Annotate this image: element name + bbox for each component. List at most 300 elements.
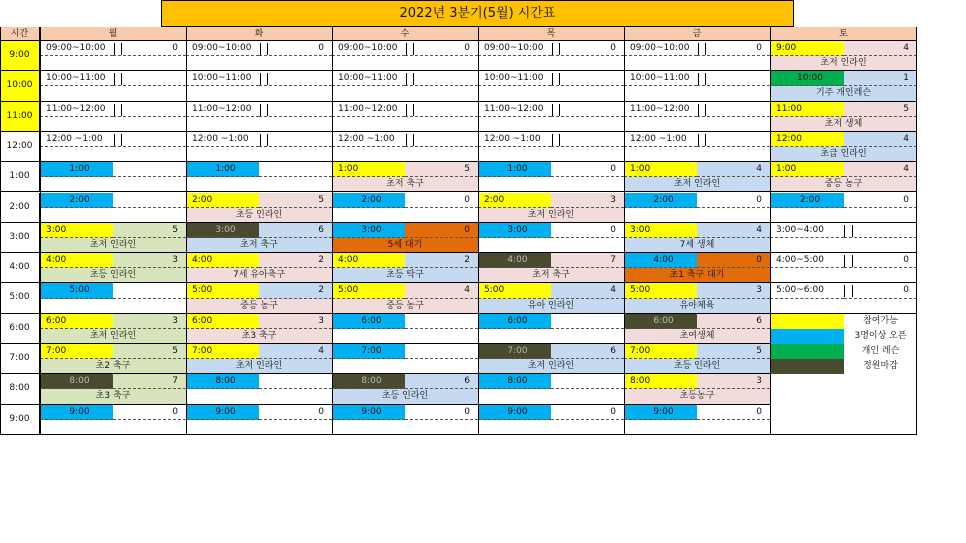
enrollment-count: 0 — [113, 405, 186, 420]
enrollment-count: 4 — [844, 41, 917, 56]
enrollment-count: 6 — [405, 374, 478, 389]
time-label: 8:00 — [0, 374, 40, 404]
time-slot-cell[interactable]: 11:00~12:00 — [40, 102, 113, 117]
class-name: 초3 축구 — [186, 329, 332, 344]
time-label: 4:00 — [0, 253, 40, 283]
cell-notch — [559, 43, 560, 55]
class-name: 7세 유아축구 — [186, 268, 332, 283]
enrollment-count: 6 — [551, 344, 624, 359]
enrollment-count — [113, 193, 186, 208]
time-slot-cell[interactable]: 2:00 — [478, 193, 551, 208]
time-slot-cell[interactable]: 2:00 — [624, 193, 697, 208]
enrollment-count: 0 — [697, 405, 770, 420]
time-slot-cell[interactable]: 12:00 ~1:00 — [332, 132, 405, 147]
enrollment-count: 0 — [697, 41, 770, 56]
time-slot-cell[interactable]: 12:00 ~1:00 — [186, 132, 259, 147]
enrollment-count: 2 — [405, 253, 478, 268]
time-slot-cell[interactable]: 5:00 — [332, 283, 405, 298]
class-name: 초저 인라인 — [770, 56, 917, 71]
time-label: 9:00 — [0, 405, 40, 435]
class-name — [186, 420, 332, 435]
time-slot-cell[interactable]: 1:00 — [624, 162, 697, 177]
cell-notch — [406, 43, 407, 55]
time-slot-cell[interactable]: 6:00 — [478, 314, 551, 329]
time-slot-cell[interactable]: 6:00 — [624, 314, 697, 329]
grid-bottom-border — [0, 434, 917, 435]
legend-label: 정원마감 — [844, 359, 917, 374]
time-slot-cell[interactable]: 4:00 — [186, 253, 259, 268]
time-slot-cell[interactable]: 5:00 — [186, 283, 259, 298]
time-slot-cell[interactable]: 09:00~10:00 — [40, 41, 113, 56]
legend-swatch — [770, 329, 844, 344]
legend-swatch — [770, 314, 844, 329]
enrollment-count: 5 — [405, 162, 478, 177]
class-name — [332, 56, 478, 71]
time-slot-cell[interactable]: 3:00 — [40, 223, 113, 238]
enrollment-count — [113, 102, 186, 117]
legend-swatch — [770, 359, 844, 374]
time-label: 12:00 — [0, 132, 40, 162]
column-divider — [624, 27, 625, 435]
class-name — [332, 208, 478, 223]
time-slot-cell[interactable]: 5:00 — [624, 283, 697, 298]
time-slot-cell[interactable]: 09:00~10:00 — [332, 41, 405, 56]
timetable-grid — [0, 27, 917, 435]
time-label: 2:00 — [0, 193, 40, 223]
column-divider — [916, 27, 917, 435]
enrollment-count: 3 — [697, 374, 770, 389]
class-name: 7세 생체 — [624, 238, 770, 253]
enrollment-count — [551, 374, 624, 389]
enrollment-count: 4 — [844, 162, 917, 177]
cell-notch — [552, 134, 553, 146]
enrollment-count: 0 — [405, 223, 478, 238]
time-slot-cell[interactable]: 8:00 — [478, 374, 551, 389]
time-slot-cell[interactable]: 10:00~11:00 — [332, 71, 405, 86]
enrollment-count — [405, 102, 478, 117]
time-slot-cell[interactable]: 10:00~11:00 — [624, 71, 697, 86]
cell-notch — [114, 134, 115, 146]
column-divider — [478, 27, 479, 435]
time-slot-cell[interactable]: 12:00 ~1:00 — [478, 132, 551, 147]
time-slot-cell[interactable]: 4:00 — [40, 253, 113, 268]
time-slot-cell[interactable]: 1:00 — [478, 162, 551, 177]
enrollment-count — [697, 71, 770, 86]
enrollment-count: 3 — [113, 314, 186, 329]
class-name — [332, 86, 478, 101]
day-header: 금 — [624, 27, 770, 41]
time-slot-cell[interactable]: 12:00 ~1:00 — [624, 132, 697, 147]
time-label: 10:00 — [0, 71, 40, 101]
cell-notch — [406, 73, 407, 85]
enrollment-count: 3 — [697, 283, 770, 298]
class-name — [624, 147, 770, 162]
class-name: 중등 농구 — [332, 299, 478, 314]
class-name: 5세 대기 — [332, 238, 478, 253]
time-slot-cell[interactable]: 12:00 ~1:00 — [40, 132, 113, 147]
class-name — [624, 117, 770, 132]
class-name: 초저 축구 — [332, 177, 478, 192]
enrollment-count — [551, 102, 624, 117]
time-slot-cell[interactable]: 10:00~11:00 — [186, 71, 259, 86]
class-name: 초저 인라인 — [478, 359, 624, 374]
class-name — [40, 208, 186, 223]
legend-label: 3명이상 오픈 — [844, 329, 917, 344]
time-label: 1:00 — [0, 162, 40, 192]
enrollment-count — [844, 223, 917, 238]
enrollment-count: 4 — [259, 344, 332, 359]
enrollment-count: 5 — [113, 344, 186, 359]
column-divider — [0, 27, 1, 435]
time-slot-cell[interactable]: 8:00 — [332, 374, 405, 389]
enrollment-count — [113, 132, 186, 147]
cell-notch — [260, 73, 261, 85]
enrollment-count: 1 — [844, 71, 917, 86]
class-name: 기주 개인레슨 — [770, 86, 917, 101]
class-name: 초저 생체 — [770, 117, 917, 132]
cell-notch — [552, 104, 553, 116]
class-name — [40, 117, 186, 132]
class-name — [478, 238, 624, 253]
enrollment-count: 7 — [113, 374, 186, 389]
cell-notch — [413, 43, 414, 55]
time-slot-cell[interactable]: 2:00 — [40, 193, 113, 208]
day-header: 토 — [770, 27, 917, 41]
enrollment-count: 0 — [551, 223, 624, 238]
legend-label: 참여가능 — [844, 314, 917, 329]
cell-notch — [852, 285, 853, 297]
class-name: 초등농구 — [624, 389, 770, 404]
cell-notch — [552, 43, 553, 55]
column-divider — [40, 27, 41, 435]
cell-notch — [413, 73, 414, 85]
enrollment-count — [113, 71, 186, 86]
enrollment-count — [113, 283, 186, 298]
time-slot-cell[interactable]: 10:00~11:00 — [478, 71, 551, 86]
cell-notch — [844, 255, 845, 267]
class-name — [332, 329, 478, 344]
time-slot-cell[interactable]: 2:00 — [186, 193, 259, 208]
class-name — [40, 56, 186, 71]
class-name: 중등 농구 — [770, 177, 917, 192]
time-slot-cell[interactable]: 6:00 — [40, 314, 113, 329]
enrollment-count — [259, 71, 332, 86]
class-name — [624, 420, 770, 435]
enrollment-count — [551, 314, 624, 329]
legend-label: 개인 레슨 — [844, 344, 917, 359]
time-slot-cell[interactable]: 09:00~10:00 — [478, 41, 551, 56]
time-slot-cell[interactable]: 3:00~4:00 — [770, 223, 844, 238]
time-slot-cell[interactable]: 6:00 — [332, 314, 405, 329]
time-slot-cell[interactable]: 7:00 — [186, 344, 259, 359]
class-name — [186, 86, 332, 101]
class-name: 초3 축구 — [40, 389, 186, 404]
enrollment-count — [259, 162, 332, 177]
cell-notch — [260, 104, 261, 116]
time-slot-cell[interactable]: 8:00 — [40, 374, 113, 389]
cell-notch — [852, 225, 853, 237]
time-slot-cell[interactable]: 5:00~6:00 — [770, 283, 844, 298]
cell-notch — [121, 134, 122, 146]
time-slot-cell[interactable]: 9:00 — [624, 405, 697, 420]
class-name: 중등 농구 — [186, 299, 332, 314]
time-slot-cell[interactable]: 9:00 — [478, 405, 551, 420]
class-name — [332, 117, 478, 132]
enrollment-count: 6 — [259, 223, 332, 238]
time-slot-cell[interactable]: 1:00 — [770, 162, 844, 177]
cell-notch — [267, 43, 268, 55]
time-label: 9:00 — [0, 41, 40, 71]
time-slot-cell[interactable]: 4:00 — [332, 253, 405, 268]
enrollment-count: 3 — [259, 314, 332, 329]
time-slot-cell[interactable]: 3:00 — [624, 223, 697, 238]
time-slot-cell[interactable]: 3:00 — [186, 223, 259, 238]
legend-swatch — [770, 344, 844, 359]
cell-notch — [406, 104, 407, 116]
enrollment-count — [405, 71, 478, 86]
enrollment-count: 0 — [551, 405, 624, 420]
class-name: 초여생체 — [624, 329, 770, 344]
enrollment-count: 3 — [551, 193, 624, 208]
class-name — [40, 86, 186, 101]
enrollment-count — [551, 132, 624, 147]
class-name — [770, 238, 917, 253]
cell-notch — [260, 134, 261, 146]
class-name — [478, 420, 624, 435]
class-name — [40, 420, 186, 435]
cell-notch — [267, 134, 268, 146]
time-slot-cell[interactable]: 10:00 — [770, 71, 844, 86]
class-name: 초저 인라인 — [478, 208, 624, 223]
time-slot-cell[interactable]: 09:00~10:00 — [186, 41, 259, 56]
time-slot-cell[interactable]: 7:00 — [40, 344, 113, 359]
enrollment-count — [113, 162, 186, 177]
class-name — [770, 299, 917, 314]
enrollment-count: 4 — [844, 132, 917, 147]
class-name: 초저 인라인 — [624, 177, 770, 192]
enrollment-count — [259, 374, 332, 389]
time-slot-cell[interactable]: 11:00~12:00 — [624, 102, 697, 117]
time-slot-cell[interactable]: 7:00 — [332, 344, 405, 359]
class-name: 초급 인라인 — [770, 147, 917, 162]
cell-notch — [114, 43, 115, 55]
cell-notch — [552, 73, 553, 85]
time-slot-cell[interactable]: 9:00 — [332, 405, 405, 420]
class-name: 초저 인라인 — [40, 238, 186, 253]
enrollment-count: 0 — [844, 193, 917, 208]
enrollment-count: 5 — [697, 344, 770, 359]
enrollment-count — [405, 344, 478, 359]
cell-notch — [121, 73, 122, 85]
day-header: 월 — [40, 27, 186, 41]
time-slot-cell[interactable]: 12:00 — [770, 132, 844, 147]
class-name — [40, 177, 186, 192]
enrollment-count: 4 — [551, 283, 624, 298]
enrollment-count: 0 — [113, 41, 186, 56]
class-name: 초등 인라인 — [624, 359, 770, 374]
class-name: 초저 축구 — [478, 268, 624, 283]
time-label: 5:00 — [0, 283, 40, 313]
enrollment-count — [259, 102, 332, 117]
time-slot-cell[interactable]: 2:00 — [332, 193, 405, 208]
time-slot-cell[interactable]: 1:00 — [186, 162, 259, 177]
time-slot-cell[interactable]: 5:00 — [478, 283, 551, 298]
class-name — [770, 268, 917, 283]
cell-notch — [413, 134, 414, 146]
class-name — [332, 420, 478, 435]
enrollment-count: 0 — [405, 193, 478, 208]
cell-notch — [406, 134, 407, 146]
day-header: 목 — [478, 27, 624, 41]
class-name: 초등 인라인 — [40, 268, 186, 283]
class-name — [186, 56, 332, 71]
cell-notch — [705, 43, 706, 55]
class-name — [624, 86, 770, 101]
time-slot-cell[interactable]: 9:00 — [186, 405, 259, 420]
class-name — [478, 56, 624, 71]
enrollment-count: 4 — [405, 283, 478, 298]
class-name: 초저 축구 — [186, 238, 332, 253]
enrollment-count — [697, 102, 770, 117]
class-name: 초등 인라인 — [332, 389, 478, 404]
cell-notch — [267, 104, 268, 116]
cell-notch — [698, 134, 699, 146]
class-name — [186, 389, 332, 404]
enrollment-count: 0 — [697, 193, 770, 208]
cell-notch — [844, 285, 845, 297]
enrollment-count: 0 — [551, 41, 624, 56]
cell-notch — [121, 104, 122, 116]
day-header: 화 — [186, 27, 332, 41]
time-slot-cell[interactable]: 1:00 — [332, 162, 405, 177]
cell-notch — [844, 225, 845, 237]
class-name: 유아체육 — [624, 299, 770, 314]
enrollment-count: 2 — [259, 283, 332, 298]
class-name: 초등 탁구 — [332, 268, 478, 283]
class-name — [478, 177, 624, 192]
class-name — [186, 117, 332, 132]
cell-notch — [559, 104, 560, 116]
time-label: 6:00 — [0, 314, 40, 344]
class-name — [770, 208, 917, 223]
enrollment-count: 0 — [844, 283, 917, 298]
enrollment-count: 0 — [551, 162, 624, 177]
cell-notch — [698, 104, 699, 116]
cell-notch — [121, 43, 122, 55]
cell-notch — [705, 134, 706, 146]
class-name: 초2 축구 — [40, 359, 186, 374]
column-divider — [186, 27, 187, 435]
time-slot-cell[interactable]: 09:00~10:00 — [624, 41, 697, 56]
time-slot-cell[interactable]: 2:00 — [770, 193, 844, 208]
class-name — [624, 208, 770, 223]
time-label: 3:00 — [0, 223, 40, 253]
enrollment-count: 0 — [697, 253, 770, 268]
class-name — [478, 147, 624, 162]
enrollment-count: 0 — [259, 41, 332, 56]
class-name — [624, 56, 770, 71]
time-slot-cell[interactable]: 10:00~11:00 — [40, 71, 113, 86]
class-name: 초등 인라인 — [186, 208, 332, 223]
class-name — [40, 147, 186, 162]
class-name — [332, 147, 478, 162]
enrollment-count: 4 — [697, 162, 770, 177]
time-slot-cell[interactable]: 4:00 — [478, 253, 551, 268]
time-slot-cell[interactable]: 11:00~12:00 — [186, 102, 259, 117]
time-slot-cell[interactable]: 4:00~5:00 — [770, 253, 844, 268]
enrollment-count: 5 — [259, 193, 332, 208]
enrollment-count: 0 — [405, 41, 478, 56]
cell-notch — [559, 73, 560, 85]
cell-notch — [260, 43, 261, 55]
column-divider — [770, 27, 771, 435]
column-divider — [332, 27, 333, 435]
day-header: 수 — [332, 27, 478, 41]
cell-notch — [114, 104, 115, 116]
enrollment-count: 7 — [551, 253, 624, 268]
time-slot-cell[interactable]: 8:00 — [624, 374, 697, 389]
enrollment-count — [405, 132, 478, 147]
enrollment-count — [697, 132, 770, 147]
time-slot-cell[interactable]: 3:00 — [332, 223, 405, 238]
class-name — [478, 117, 624, 132]
time-slot-cell[interactable]: 6:00 — [186, 314, 259, 329]
enrollment-count: 5 — [844, 102, 917, 117]
enrollment-count: 4 — [697, 223, 770, 238]
enrollment-count: 0 — [259, 405, 332, 420]
time-slot-cell[interactable]: 11:00~12:00 — [332, 102, 405, 117]
class-name: 초저 인라인 — [40, 329, 186, 344]
class-name: 초1 축구 대기 — [624, 268, 770, 283]
cell-notch — [705, 104, 706, 116]
time-slot-cell[interactable]: 7:00 — [478, 344, 551, 359]
class-name — [186, 147, 332, 162]
time-header: 시간 — [0, 27, 40, 41]
class-name — [186, 177, 332, 192]
cell-notch — [852, 255, 853, 267]
enrollment-count: 6 — [697, 314, 770, 329]
cell-notch — [413, 104, 414, 116]
schedule-title: 2022년 3분기(5월) 시간표 — [161, 0, 794, 27]
enrollment-count: 3 — [113, 253, 186, 268]
time-slot-cell[interactable]: 5:00 — [40, 283, 113, 298]
class-name — [478, 329, 624, 344]
time-slot-cell[interactable]: 9:00 — [770, 41, 844, 56]
time-slot-cell[interactable]: 3:00 — [478, 223, 551, 238]
time-slot-cell[interactable]: 11:00 — [770, 102, 844, 117]
time-slot-cell[interactable]: 8:00 — [186, 374, 259, 389]
time-slot-cell[interactable]: 11:00~12:00 — [478, 102, 551, 117]
enrollment-count: 2 — [259, 253, 332, 268]
class-name — [332, 359, 478, 374]
time-label: 7:00 — [0, 344, 40, 374]
time-slot-cell[interactable]: 1:00 — [40, 162, 113, 177]
class-name — [40, 299, 186, 314]
class-name — [478, 389, 624, 404]
enrollment-count: 0 — [405, 405, 478, 420]
cell-notch — [698, 43, 699, 55]
class-name: 유아 인라인 — [478, 299, 624, 314]
enrollment-count — [551, 71, 624, 86]
enrollment-count — [259, 132, 332, 147]
time-slot-cell[interactable]: 7:00 — [624, 344, 697, 359]
time-slot-cell[interactable]: 9:00 — [40, 405, 113, 420]
cell-notch — [698, 73, 699, 85]
time-slot-cell[interactable]: 4:00 — [624, 253, 697, 268]
class-name — [478, 86, 624, 101]
enrollment-count — [405, 314, 478, 329]
class-name: 초저 인라인 — [186, 359, 332, 374]
